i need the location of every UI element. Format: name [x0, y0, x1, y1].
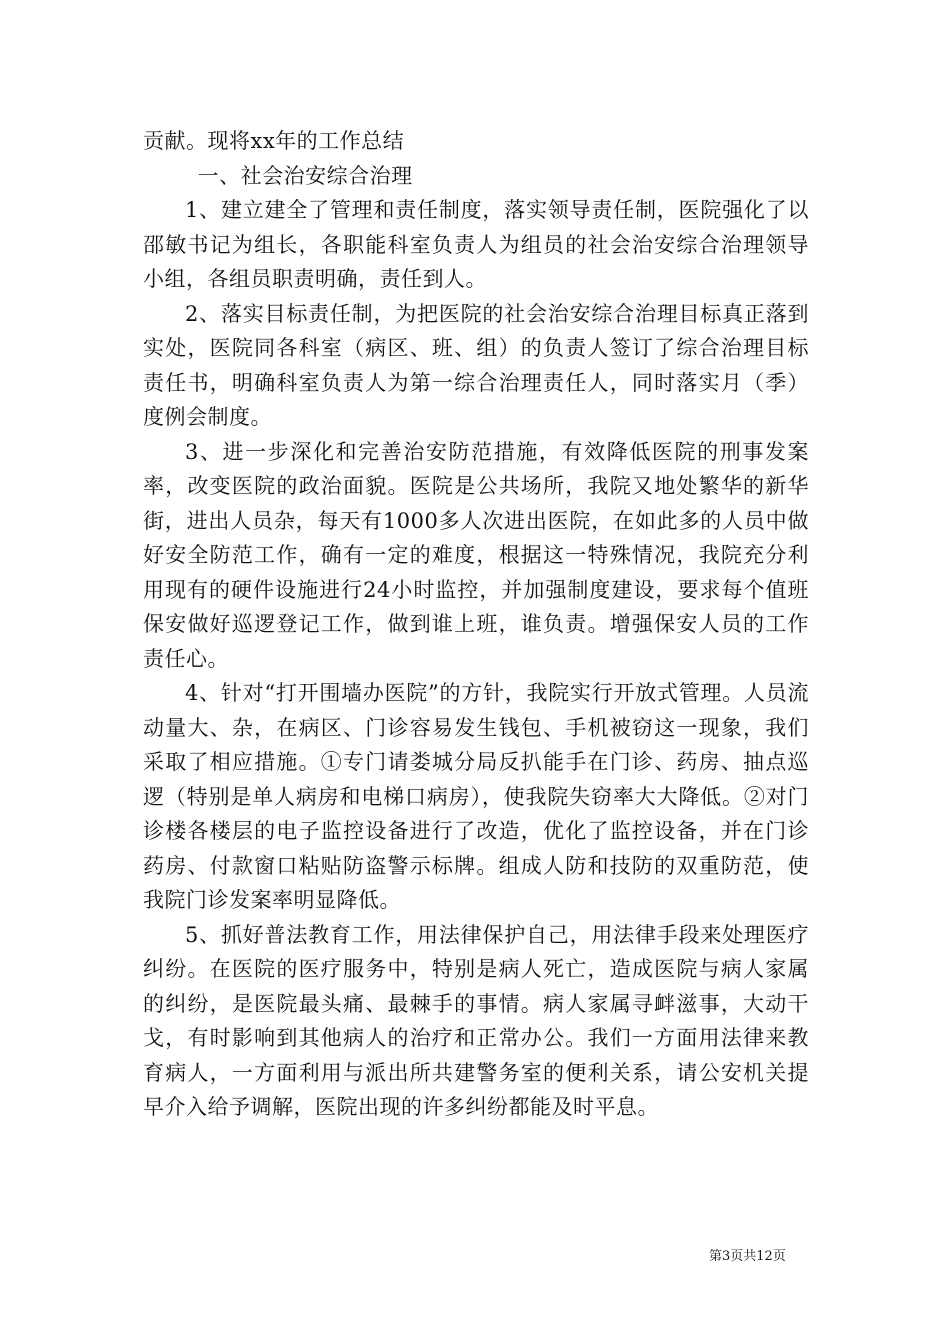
paragraph-continuation: 贡献。现将xx年的工作总结 [143, 129, 405, 153]
paragraph-item-1: 1、建立建全了管理和责任制度，落实领导责任制，医院强化了以邵敏书记为组长，各职能科室负责人为组员的社会治安综合治理领导小组，各组员职责明确，责任到人。 [143, 198, 809, 291]
paragraph-item-5: 5、抓好普法教育工作，用法律保护自己，用法律手段来处理医疗纠纷。在医院的医疗服务中，特别是病人死亡，造成医院与病人家属的纠纷，是医院最头痛、最棘手的事情。病人家属寻衅滋事，大动干戈，有时影响到其他病人的治疗和正常办公。我们一方面用法律来教育病人，一方面利用与派出所共建警务室的便利关系，请公安机关提早介入给予调解，医院出现的许多纠纷都能及时平息。 [143, 922, 809, 1119]
section-heading: 一、社会治安综合治理 [197, 163, 413, 188]
paragraph-item-2: 2、落实目标责任制，为把医院的社会治安综合治理目标真正落到实处，医院同各科室（病区、班、组）的负责人签订了综合治理目标责任书，明确科室负责人为第一综合治理责任人，同时落实月（季）度例会制度。 [143, 301, 809, 429]
document-body [143, 124, 809, 1125]
paragraph-item-4: 4、针对“打开围墙办医院”的方针，我院实行开放式管理。人员流动量大、杂，在病区、门诊容易发生钱包、手机被窃这一现象，我们采取了相应措施。①专门请娄城分局反扒能手在门诊、药房、抽点巡逻（特别是单人病房和电梯口病房），使我院失窃率大大降低。②对门诊楼各楼层的电子监控设备进行了改造，优化了监控设备，并在门诊药房、付款窗口粘贴防盗警示标牌。组成人防和技防的双重防范，使我院门诊发案率明显降低。 [143, 681, 809, 912]
page-number-footer: 第3页共12页 [709, 1249, 786, 1264]
paragraph-item-3: 3、进一步深化和完善治安防范措施，有效降低医院的刑事发案率，改变医院的政治面貌。医院是公共场所，我院又地处繁华的新华街，进出人员杂，每天有1000多人次进出医院，在如此多的人员中做好安全防范工作，确有一定的难度，根据这一特殊情况，我院充分利用现有的硬件设施进行24小时监控，并加强制度建设，要求每个值班保安做好巡逻登记工作，做到谁上班，谁负责。增强保安人员的工作责任心。 [143, 439, 809, 671]
